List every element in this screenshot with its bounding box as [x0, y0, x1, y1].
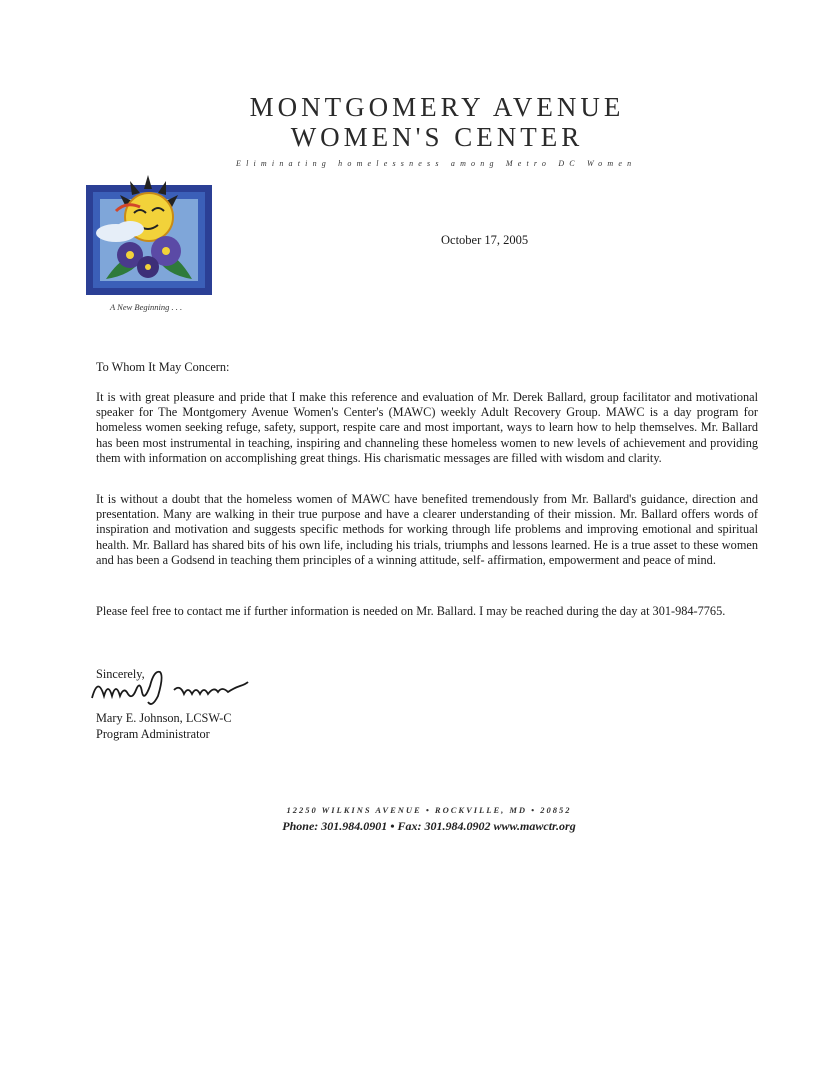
- letter-date: October 17, 2005: [441, 233, 529, 247]
- footer-contact: Phone: 301.984.0901 • Fax: 301.984.0902 www.mawctr.org: [282, 819, 576, 833]
- signer-title: Program Administrator: [96, 727, 210, 741]
- footer-address: 12250 WILKINS AVENUE • ROCKVILLE, MD • 20852: [286, 805, 572, 815]
- logo-caption: A New Beginning . . .: [110, 302, 183, 312]
- signer-name: Mary E. Johnson, LCSW-C: [96, 711, 232, 725]
- org-name-line1: MONTGOMERY AVENUE: [249, 92, 625, 122]
- org-name-line2: WOMEN'S CENTER: [290, 122, 584, 152]
- closing: Sincerely,: [96, 667, 145, 681]
- tagline: Eliminating homelessness among Metro DC Women: [236, 159, 637, 168]
- handwritten-signature: [88, 670, 288, 712]
- logo: [86, 175, 212, 297]
- sun-flower-logo-icon: [86, 175, 212, 297]
- salutation: To Whom It May Concern:: [96, 360, 230, 374]
- paragraph-3: Please feel free to contact me if further information is needed on Mr. Ballard. I may be reached during the day at 301-984-7765.: [96, 604, 726, 618]
- paragraph-1: It is with great pleasure and pride that I make this reference and evaluation of Mr. Derek Ballard, group facilitator and motivational speaker for The Montgomery Avenue Women's Center's (MAWC) weekly Adult Recovery Group. MAWC is a day program for homeless women seeking refuge, safety, support, respite care and most important, ways to learn how to help themselves. Mr. Ballard has been most instrumental in teaching, inspiring and channeling these homeless women to new levels of achievement and providing them with information on accomplishing great things. His charismatic messages are filled with wisdom and clarity.: [96, 390, 758, 465]
- paragraph-2: It is without a doubt that the homeless women of MAWC have benefited tremendously from Mr. Ballard's guidance, direction and presentation. Many are walking in their true purpose and have a clearer understanding of their mission. Mr. Ballard offers words of inspiration and motivation and suggests specific methods for working through life problems and improving emotional and spiritual health. Mr. Ballard has shared bits of his own life, including his trials, triumphs and lessons learned. He is a true asset to these women and has been a Godsend in teaching them principles of a winning attitude, self- affirmation, empowerment and peace of mind.: [96, 492, 758, 567]
- signature-icon: [88, 670, 288, 712]
